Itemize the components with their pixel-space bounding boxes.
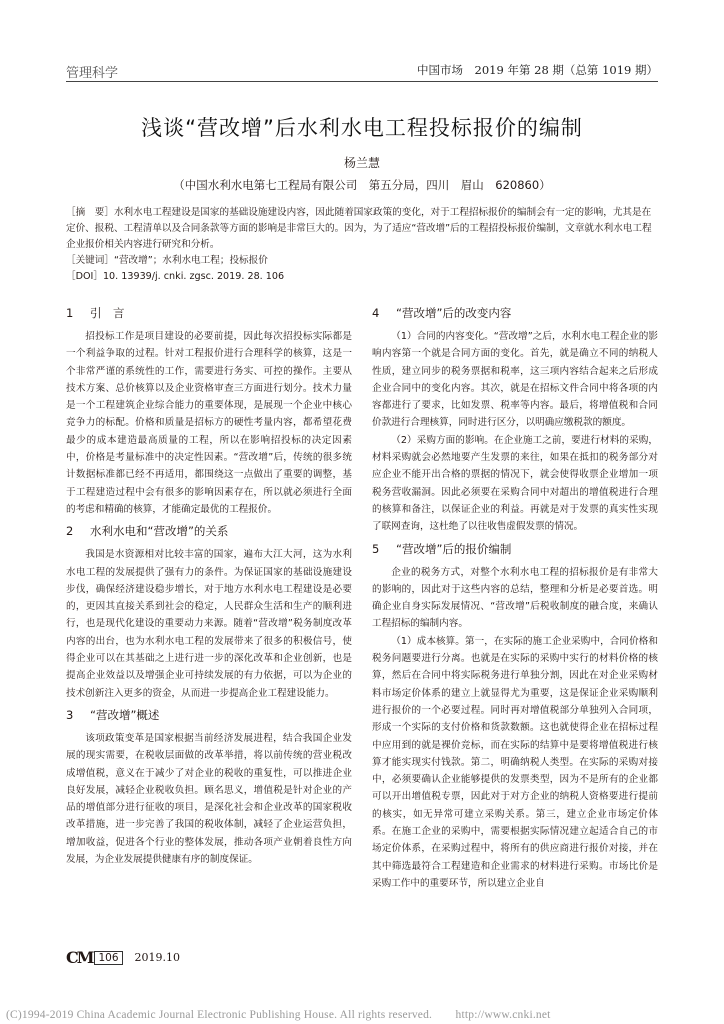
journal-logo: CM: [66, 948, 93, 967]
section-number: 1: [66, 306, 74, 320]
author-affiliation: （中国水利水电第七工程局有限公司 第五分局，四川 眉山 620860）: [173, 178, 551, 192]
paragraph: （2）采购方面的影响。在企业施工之前，要进行材料的采购，材料采购就会必然地要产生发票的来往，如果在抵扣的税务部分对应企业不能开出合格的票据的情况下，就会使得收票企业增加一项税务营收漏洞。因此必须要在采购合同中对超出的增值税进行合理的核算和备注，以保证企业的利益。再就是对于发票的真实性实现了联网查询，这杜绝了以往收售虚假发票的情况。: [372, 434, 658, 533]
paragraph: 我国是水资源相对比较丰富的国家，遍布大江大河，这为水利水电工程的发展提供了强有力的条件。为保证国家的基础设施建设步伐，确保经济建设稳步增长，对于地方水利水电工程建设是必要的，更因其直接关系到社会的稳定，人民群众生活和生产的顺利进行，也是现代化建设的重要动力来源。随着“营改增”税务制度改革内容的出台，也为水利水电工程的发展带来了很多的积极信号，使得企业可以在其基础之上进行进一步的深化改革和企业创新，也是提高企业效益以及增强企业可持续发展的有力依据，可以为企业的技术创新注入更多的资金，从而进一步提高企业工程建设能力。: [66, 549, 352, 699]
article-title: 浅谈“营改增”后水利水电工程投标报价的编制: [141, 116, 583, 140]
copyright-watermark: (C)1994-2019 China Academic Journal Electronic Publishing House. All rights reserved. http://www.cnki.net: [6, 1009, 551, 1021]
abstract-text: ［摘 要］水利水电工程建设是国家的基础设施建设内容，因此随着国家政策的变化，对于工程招标报价的编制会有一定的影响，尤其是在定价、报税、工程清单以及合同条款等方面的影响是非常巨大的。因为，为了适应“营改增”后的工程招投标报价编制，文章就水利水电工程企业报价相关内容进行研究和分析。: [66, 207, 652, 250]
keywords: ［关键词］“营改增”；水利水电工程；投标报价: [66, 255, 268, 266]
page-number: 106: [94, 951, 122, 965]
section-title: “营改增”后的改变内容: [396, 306, 512, 320]
running-header: [66, 62, 658, 81]
paragraph: 企业的税务方式，对整个水利水电工程的招标报价是有非常大的影响的，因此对于这些内容的总结，整理和分析是必要首选。明确企业自身实际发展情况、“营改增”后税收制度的融合度，来确认工程招标的编制内容。: [372, 566, 658, 630]
header-divider: [66, 81, 658, 82]
left-column: [66, 300, 352, 868]
page-footer: [66, 948, 180, 968]
section-title: “营改增”概述: [90, 707, 160, 722]
section-heading-5: [372, 540, 658, 558]
paragraph: 招投标工作是项目建设的必要前提，因此每次招投标实际都是一个利益争取的过程。针对工程报价进行合理科学的核算，这是一个非常严谨的系统性的工作，需要进行务实、可控的操作。主要从技术方案、总价核算以及企业资格审查三方面进行划分。技术力量是一个工程建筑企业综合能力的重要体现，是展现一个企业中核心竞争力的标配。价格和质量是招标方的硬性考量内容，都希望花费最少的成本建造最高质量的工程，所以在影响招投标的决定因素中，价格是考量标准中的决定性因素。“营改增”后，传统的很多统计数据标准都已经不再适用，都围绕这一点做出了重要的调整，基于工程建造过程中会有很多的影响因素存在，所以就必须进行全面的考虑和精确的核算，才能确定最优的工程报价。: [66, 331, 352, 515]
section-label: 管理科学: [66, 66, 119, 81]
journal-issue-info: 中国市场 2019 年第 28 期（总第 1019 期）: [417, 63, 658, 77]
section-number: 3: [66, 707, 74, 722]
paragraph: （1）成本核算。第一，在实际的施工企业采购中，合同价格和税务问题要进行分离。也就是在实际的采购中实行的材料价格的核算，然后在合同中将实际税务进行单独分割，因此在对企业采购材料市场定价体系的建立上就显得尤为重要，这是保证企业采购顺利进行报价的一个必要过程。同时再对增值税部分单独列入合同项，形成一个实际的支付价格和货款数额。这也就使得企业在招标过程中应用到的就是裸价竞标，而在实际的结算中是要将增值税进行核算才能实现实付钱款。第二，明确纳税人类型。在实际的采购对接中，必须要确认企业能够提供的发票类型，因为不是所有的企业都可以开出增值税专票，因此对于对方企业的纳税人资格要进行提前的核实，如无异常可建立采购关系。第三，建立企业市场定价体系。在施工企业的采购中，需要根据实际情况建立起适合自己的市场定价体系，在采购过程中，将所有的供应商进行报价对接，并在其中筛选最符合工程建造和企业需求的材料进行采购。市场比价是采购工作中的重要环节，所以建立企业自: [372, 635, 658, 889]
section-number: 5: [372, 541, 380, 556]
section-title: 水利水电和“营改增”的关系: [90, 524, 229, 539]
issue-date: 2019.10: [134, 951, 180, 964]
right-column: [372, 300, 658, 892]
abstract-block: [66, 205, 658, 285]
paragraph: （1）合同的内容变化。“营改增”之后，水利水电工程企业的影响内容第一个就是合同方面的变化。首先，就是确立不同的纳税人性质，建立同步的税务票据和税率，这三项内容结合起来之后形成企业合同中的变化内容。其次，就是在招标文件合同中将各项的内容都进行了要求，比如发票、税率等内容。最后，将增值税和合同价款进行合理核算，同时进行区分，以明确应缴税款的额度。: [372, 331, 658, 429]
section-heading-2: [66, 522, 352, 540]
section-heading-4: [372, 304, 658, 322]
section-number: 4: [372, 306, 380, 320]
article-author: 杨兰慧: [343, 156, 380, 170]
section-title: “营改增”后的报价编制: [396, 541, 512, 556]
paragraph: 该项政策变革是国家根据当前经济发展进程，结合我国企业发展的现实需要，在税收层面做的改革举措，将以前传统的营业税改成增值税，意义在于减少了对企业的税收的重复性，可以推进企业良好发展，减轻企业税收负担。顾名思义，增值税是针对企业的产品的增值部分进行征收的项目，是深化社会和企业改革的国家税收改革措施，进一步完善了我国的税收体制，减轻了企业运营负担，增加收益，促进各个行业的整体发展，推动各项产业朝着良性方向发展，为企业发展提供健康有序的制度保证。: [66, 732, 352, 866]
section-heading-1: [66, 304, 352, 322]
section-number: 2: [66, 524, 74, 539]
doi: ［DOI］10. 13939/j. cnki. zgsc. 2019. 28. 106: [66, 271, 285, 282]
section-title: 引 言: [90, 306, 125, 320]
section-heading-3: [66, 706, 352, 724]
